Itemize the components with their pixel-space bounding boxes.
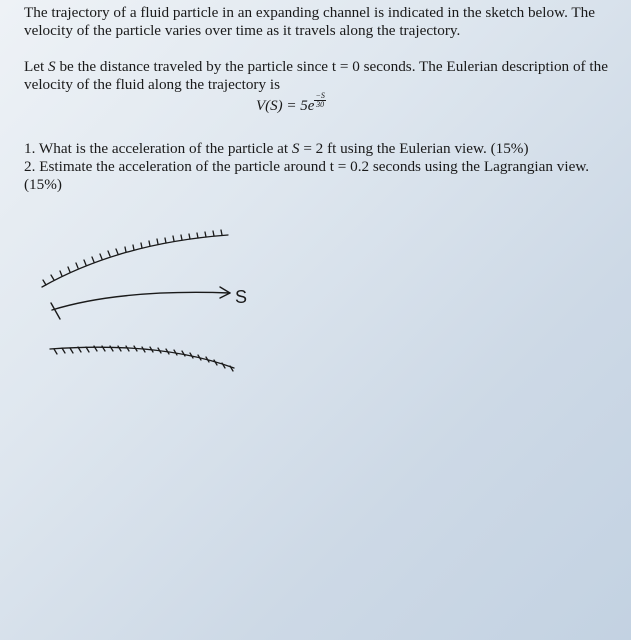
formula-exponent bbox=[314, 92, 325, 109]
question-1-var: S bbox=[291, 140, 300, 157]
problem-intro: The trajectory of a fluid particle in an expanding channel is indicated in the sketch below. The velocity of the particle varies over time as it travels along the trajectory. bbox=[24, 4, 596, 39]
upper-channel-wall bbox=[42, 230, 228, 287]
question-1 bbox=[24, 140, 624, 158]
definition-prefix: Let bbox=[24, 58, 49, 75]
question-1-suffix: = 2 ft using the Eulerian view. (15%) bbox=[299, 140, 529, 157]
exponent-denominator: 30 bbox=[316, 100, 325, 109]
definition-suffix: be the distance traveled by the particle since t = 0 seconds. The Eulerian description of the velocity of the fluid along the trajectory is bbox=[24, 58, 608, 93]
lower-channel-wall bbox=[50, 346, 234, 371]
channel-sketch bbox=[30, 215, 270, 385]
question-1-prefix: 1. What is the acceleration of the particle at bbox=[24, 140, 292, 157]
trajectory-label-s: S bbox=[235, 287, 248, 307]
question-2: 2. Estimate the acceleration of the particle around t = 0.2 seconds using the Lagrangian view. (15%) bbox=[24, 158, 590, 193]
particle-trajectory bbox=[51, 287, 230, 319]
variable-definition bbox=[24, 58, 624, 94]
velocity-formula bbox=[256, 91, 326, 115]
variable-s: S bbox=[48, 58, 56, 75]
exponent-numerator: −S bbox=[315, 91, 325, 100]
formula-lhs: V(S) = 5e bbox=[256, 98, 315, 114]
